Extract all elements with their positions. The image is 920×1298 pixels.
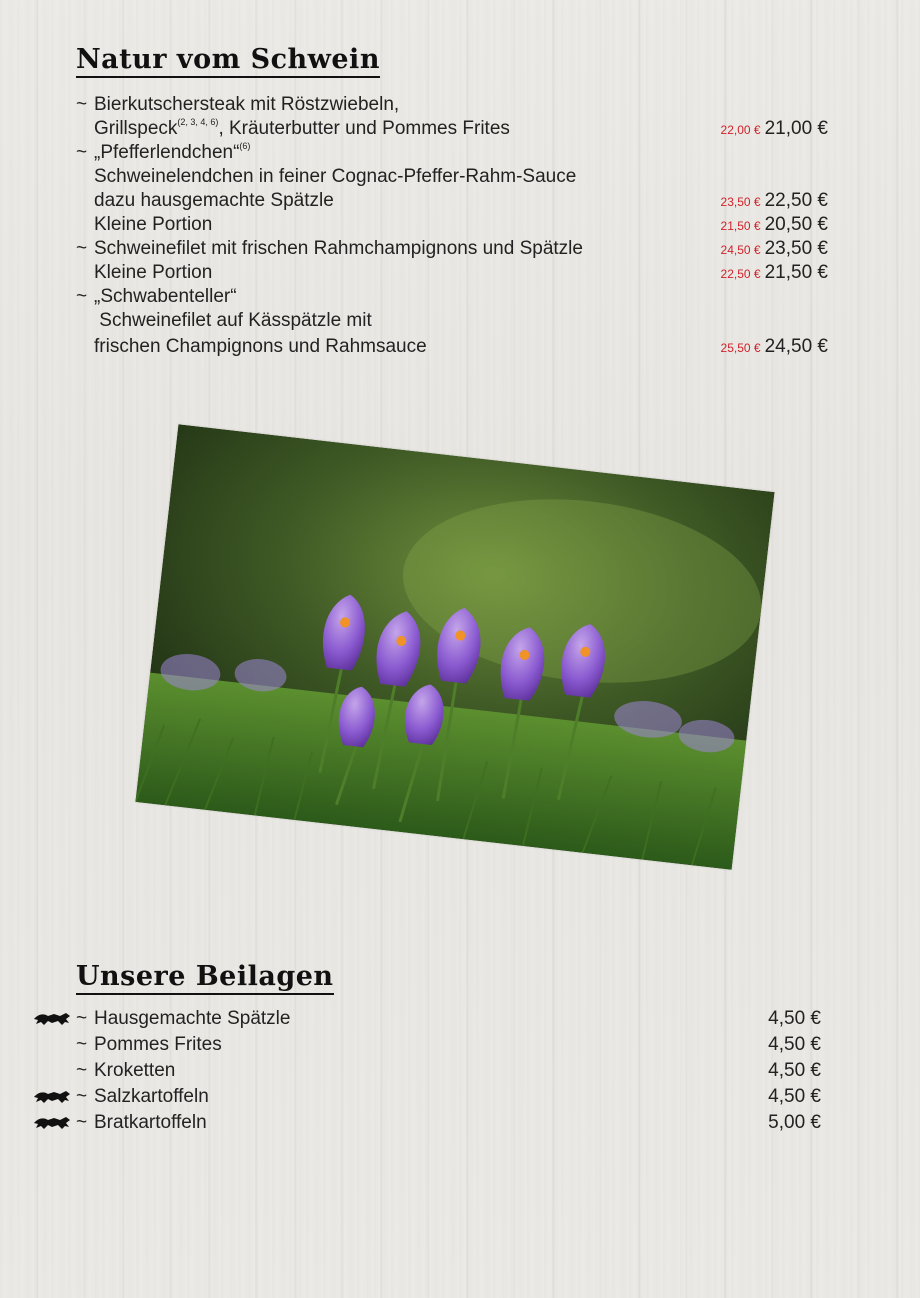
lion-icon (32, 1088, 72, 1106)
menu-line (76, 141, 836, 165)
tilde: ~ (76, 1008, 88, 1029)
tilde: ~ (76, 142, 88, 163)
side-line (76, 1085, 836, 1109)
dish-text: Kleine Portion (94, 214, 213, 235)
old-price: 24,50 € (720, 243, 761, 257)
side-line (76, 1059, 836, 1083)
tilde: ~ (76, 1060, 88, 1081)
side-text: Hausgemachte Spätzle (94, 1008, 291, 1029)
dish-text: frischen Champignons und Rahmsauce (94, 336, 427, 357)
crocus-photo (135, 424, 774, 869)
menu-line (76, 309, 836, 333)
new-price: 21,50 € (764, 262, 828, 283)
dish-text: „Pfefferlendchen“ (94, 142, 240, 163)
menu-line (76, 285, 836, 309)
new-price: 21,00 € (764, 118, 828, 139)
price (768, 1059, 821, 1083)
lion-icon (32, 1114, 72, 1132)
lion-icon (32, 1010, 72, 1028)
old-price: 22,50 € (720, 267, 761, 281)
allergen-note: (2, 3, 4, 6) (177, 117, 219, 127)
allergen-note: (6) (239, 141, 251, 151)
menu-line (76, 237, 836, 261)
menu-line (76, 117, 836, 141)
menu-line (76, 261, 836, 285)
menu-line (76, 165, 836, 189)
new-price: 20,50 € (764, 214, 828, 235)
tilde: ~ (76, 238, 88, 259)
dish-text: dazu hausgemachte Spätzle (94, 190, 334, 211)
new-price: 23,50 € (764, 238, 828, 259)
side-price: 5,00 € (768, 1112, 821, 1133)
old-price: 21,50 € (720, 219, 761, 233)
menu-line (76, 335, 836, 359)
price (721, 335, 828, 360)
price (721, 261, 828, 286)
side-text: Salzkartoffeln (94, 1086, 209, 1107)
dish-text: Schweinelendchen in feiner Cognac-Pfeffer-Rahm-Sauce (94, 166, 577, 187)
side-line (76, 1033, 836, 1057)
price (721, 237, 828, 262)
old-price: 23,50 € (720, 195, 761, 209)
menu-line (76, 189, 836, 213)
tilde: ~ (76, 286, 88, 307)
dish-text: Grillspeck (94, 118, 178, 139)
section-title-pork: Natur vom Schwein (76, 44, 380, 75)
side-line (76, 1111, 836, 1135)
dish-text: Schweinefilet auf Kässpätzle mit (94, 310, 372, 331)
menu-line (76, 213, 836, 237)
side-price: 4,50 € (768, 1034, 821, 1055)
price (768, 1033, 821, 1057)
dish-text: Kleine Portion (94, 262, 213, 283)
price (721, 189, 828, 214)
old-price: 22,00 € (720, 123, 761, 137)
section-title-sides: Unsere Beilagen (76, 961, 334, 992)
new-price: 22,50 € (764, 190, 828, 211)
menu-line (76, 93, 836, 117)
dish-text: Schweinefilet mit frischen Rahmchampignons und Spätzle (94, 238, 583, 259)
tilde: ~ (76, 1112, 88, 1133)
price (721, 117, 828, 142)
crocus-illustration (135, 424, 774, 869)
side-text: Bratkartoffeln (94, 1112, 207, 1133)
new-price: 24,50 € (764, 336, 828, 357)
side-text: Pommes Frites (94, 1034, 222, 1055)
tilde: ~ (76, 1086, 88, 1107)
tilde: ~ (76, 1034, 88, 1055)
side-price: 4,50 € (768, 1008, 821, 1029)
side-price: 4,50 € (768, 1060, 821, 1081)
dish-text: Bierkutschersteak mit Röstzwiebeln, (94, 94, 400, 115)
old-price: 25,50 € (720, 341, 761, 355)
side-line (76, 1007, 836, 1031)
price (721, 213, 828, 238)
price (768, 1007, 821, 1031)
price (768, 1111, 821, 1135)
price (768, 1085, 821, 1109)
tilde: ~ (76, 94, 88, 115)
dish-text: , Kräuterbutter und Pommes Frites (218, 118, 510, 139)
dish-text: „Schwabenteller“ (94, 286, 237, 307)
side-price: 4,50 € (768, 1086, 821, 1107)
side-text: Kroketten (94, 1060, 176, 1081)
